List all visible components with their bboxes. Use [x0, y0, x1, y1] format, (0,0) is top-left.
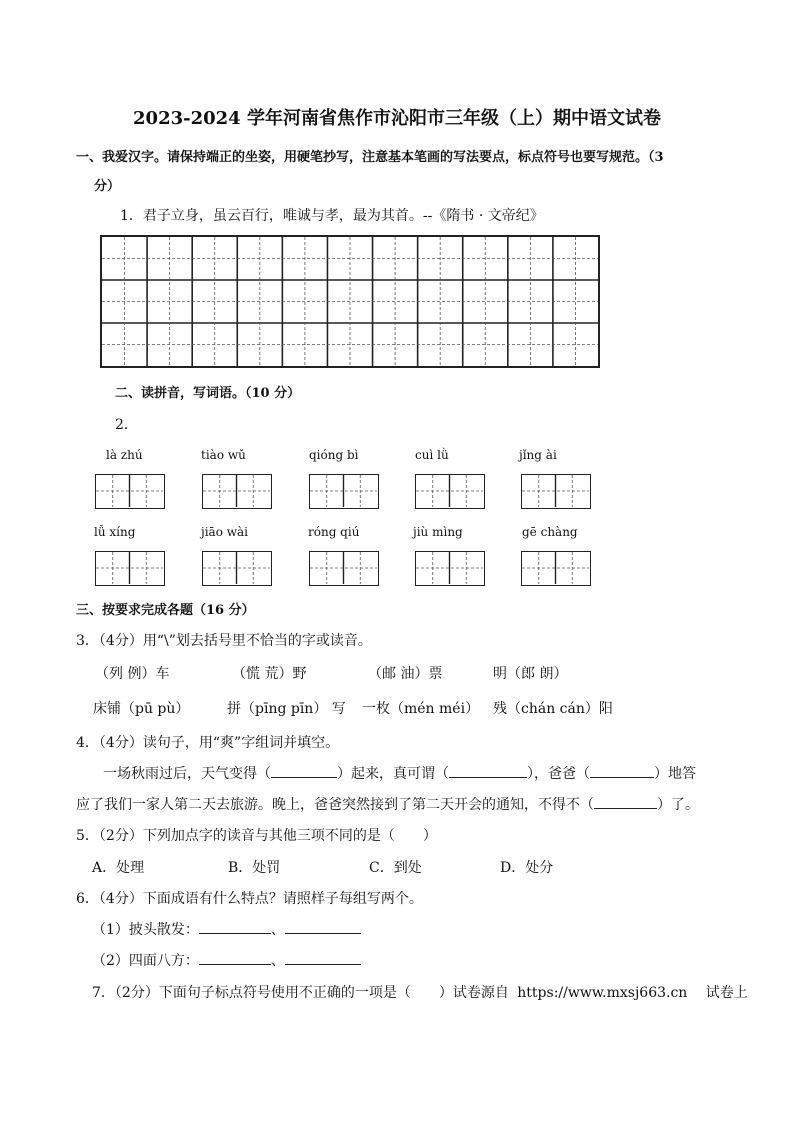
question-2-number: 2． — [115, 417, 138, 433]
q3-item: 拼（pīng pīn） 写 — [227, 701, 346, 717]
char-box-guides — [416, 552, 483, 584]
q3-item: 残（chán cán）阳 — [493, 701, 613, 717]
question-6: 6．（4分）下面成语有什么特点？请照样子每组写两个。 — [76, 891, 423, 907]
char-box[interactable] — [309, 474, 379, 509]
pinyin-label: lǚ xíng — [94, 525, 136, 539]
fill-blank[interactable] — [199, 952, 271, 965]
pinyin-label: cuì lǜ — [415, 448, 449, 462]
q3-item: 明（郎 朗） — [493, 666, 568, 682]
q7-tail: 试卷上 — [705, 985, 748, 1001]
fill-blank[interactable] — [285, 921, 361, 934]
q3-item: 床铺（pū pù） — [93, 701, 190, 717]
page-title: 2023-2024 学年河南省焦作市沁阳市三年级（上）期中语文试卷 — [133, 108, 661, 129]
q6-item-2 — [92, 950, 361, 970]
writing-grid[interactable] — [100, 235, 600, 368]
fill-blank[interactable] — [449, 765, 527, 778]
q6-label: （2）四面八方： — [92, 953, 199, 969]
question-5: 5．（2分）下列加点字的读音与其他三项不同的是（ ） — [76, 828, 437, 844]
q4-text: ），爸爸（ — [527, 766, 590, 782]
question-3: 3．（4分）用“\”划去括号里不恰当的字或读音。 — [76, 633, 372, 649]
char-box-guides — [203, 552, 270, 584]
q5-option-c[interactable]: C．到处 — [369, 860, 422, 876]
char-box-guides — [522, 552, 589, 584]
char-box-guides — [203, 475, 270, 507]
pinyin-label: qióng bì — [309, 448, 359, 462]
char-box-guides — [522, 475, 589, 507]
section1-heading-cont: 分） — [94, 179, 121, 194]
fill-blank[interactable] — [285, 952, 361, 965]
char-box-guides — [310, 552, 377, 584]
q4-text: ）起来，真可谓（ — [337, 766, 449, 782]
char-box[interactable] — [202, 474, 272, 509]
separator: 、 — [270, 922, 285, 938]
q3-item: 一枚（mén méi） — [362, 701, 480, 717]
fill-blank[interactable] — [199, 921, 271, 934]
q7-stem: 7．（2分）下面句子标点符号使用不正确的一项是（ ）试卷源自 — [92, 985, 509, 1001]
question-7 — [92, 982, 748, 1002]
q5-option-b[interactable]: B．处罚 — [228, 860, 281, 876]
q4-sentence-line2 — [76, 794, 699, 814]
char-box-guides — [310, 475, 377, 507]
writing-grid-lines — [102, 237, 598, 366]
fill-blank[interactable] — [590, 765, 654, 778]
pinyin-label: là zhú — [106, 448, 143, 462]
fill-blank[interactable] — [594, 796, 657, 809]
q3-item: （列 例）车 — [95, 666, 170, 682]
q4-sentence-line1 — [103, 763, 696, 783]
pinyin-label: róng qiú — [308, 525, 360, 539]
source-url[interactable]: https://www.mxsj663.cn — [517, 985, 688, 1001]
char-box[interactable] — [309, 551, 379, 586]
char-box[interactable] — [415, 474, 485, 509]
separator: 、 — [270, 953, 285, 969]
section1-heading: 一、我爱汉字。请保持端正的坐姿，用硬笔抄写，注意基本笔画的写法要点，标点符号也要写规范。（3 — [76, 150, 664, 165]
q6-item-1 — [92, 919, 361, 939]
q6-label: （1）披头散发： — [92, 922, 199, 938]
char-box[interactable] — [95, 551, 165, 586]
q4-text: ）了。 — [657, 797, 699, 813]
q3-item: （邮 油）票 — [368, 666, 443, 682]
char-box[interactable] — [95, 474, 165, 509]
char-box-guides — [416, 475, 483, 507]
fill-blank[interactable] — [271, 765, 337, 778]
char-box[interactable] — [521, 474, 591, 509]
pinyin-label: jiù mìng — [413, 525, 463, 539]
pinyin-label: tiào wǔ — [201, 448, 246, 462]
q3-item: （慌 荒）野 — [232, 666, 307, 682]
pinyin-label: jǐng ài — [519, 448, 557, 462]
pinyin-label: gē chàng — [522, 525, 578, 539]
char-box-guides — [96, 552, 163, 584]
pinyin-label: jiāo wài — [201, 525, 249, 539]
section3-heading: 三、按要求完成各题（16 分） — [76, 603, 255, 618]
char-box[interactable] — [521, 551, 591, 586]
q4-text: 应了我们一家人第二天去旅游。晚上，爸爸突然接到了第二天开会的通知，不得不（ — [76, 797, 594, 813]
q4-text: ）地答 — [654, 766, 696, 782]
q5-option-a[interactable]: A．处理 — [92, 860, 145, 876]
section2-heading: 二、读拼音，写词语。（10 分） — [115, 386, 301, 401]
question-1: 1．君子立身，虽云百行，唯诚与孝，最为其首。--《隋书 · 文帝纪》 — [120, 208, 544, 224]
q5-option-d[interactable]: D．处分 — [500, 860, 554, 876]
question-4: 4．（4分）读句子，用“爽”字组词并填空。 — [76, 735, 340, 751]
char-box[interactable] — [202, 551, 272, 586]
char-box[interactable] — [415, 551, 485, 586]
char-box-guides — [96, 475, 163, 507]
q4-text: 一场秋雨过后，天气变得（ — [103, 766, 271, 782]
